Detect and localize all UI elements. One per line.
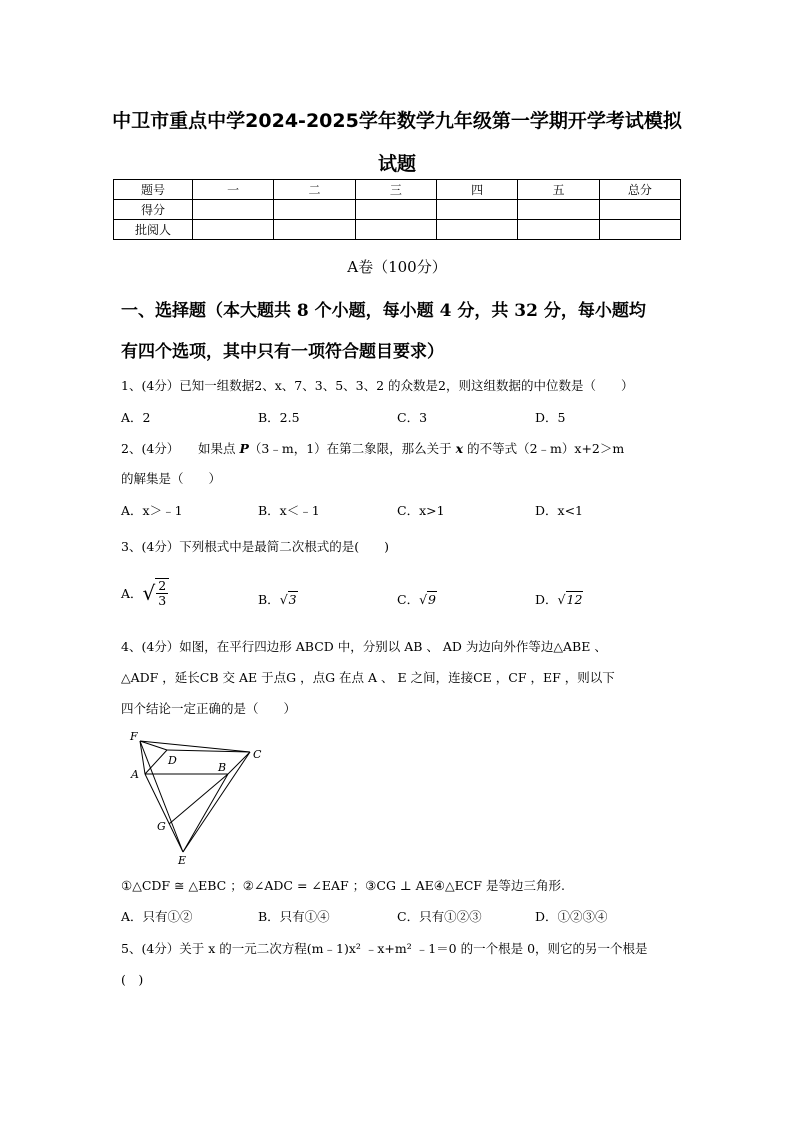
radicand: 12	[566, 592, 583, 607]
label-e: E	[178, 854, 187, 867]
q4-conclusions: ①△CDF ≅ △EBC ；②∠ADC = ∠EAF ；③CG ⊥ AE④△ECF 是等边三角形.	[121, 878, 565, 893]
label-f: F	[130, 730, 138, 743]
header-cell: 四	[436, 180, 517, 200]
q2-option-c[interactable]: C．x>1	[397, 503, 445, 518]
label-b: B	[218, 761, 227, 774]
score-cell[interactable]	[355, 200, 436, 220]
fraction-denominator: 3	[158, 593, 167, 608]
radicand: 3	[288, 592, 297, 607]
radicand: 9	[428, 592, 436, 607]
grader-row-label: 批阅人	[114, 220, 193, 240]
q3-option-a-content	[121, 578, 169, 608]
label-a: A	[131, 768, 139, 781]
score-table	[113, 179, 681, 240]
q3-option-b[interactable]: B．√3	[258, 592, 297, 607]
q2-stem-post: 的不等式（2﹣m）x+2＞m	[463, 441, 625, 456]
grader-cell[interactable]	[274, 220, 355, 240]
score-row-label: 得分	[114, 200, 193, 220]
header-cell: 二	[274, 180, 355, 200]
q4-stem-line3: 四个结论一定正确的是（ ）	[121, 701, 297, 716]
grader-cell[interactable]	[599, 220, 680, 240]
q5-stem-line1: 5、(4分）关于 x 的一元二次方程(m﹣1)x² ﹣x+m² ﹣1＝0 的一个根是 0，则它的另一个根是	[121, 941, 648, 956]
score-cell[interactable]	[274, 200, 355, 220]
q2-stem-mid: （3﹣m，1）在第二象限，那么关于	[248, 441, 456, 456]
label-c: C	[253, 748, 262, 761]
grader-row	[114, 220, 681, 240]
label-g: G	[157, 820, 166, 833]
segment-ae	[145, 774, 183, 852]
q3-option-b-label: B．	[258, 592, 280, 607]
exam-title-line2: 试题	[377, 153, 416, 175]
q5-stem-line2: ( )	[121, 972, 144, 987]
section-a-heading: A卷（100分）	[347, 258, 447, 276]
q2-option-b[interactable]: B．x＜﹣1	[258, 503, 320, 518]
q4-stem-line2: △ADF ，延长CB 交 AE 于点G ，点G 在点 A 、 E 之间，连接CE ，CF ，EF ，则以下	[121, 670, 615, 685]
q2-stem-pre: 2、(4分） 如果点	[121, 441, 240, 456]
score-table-header-row	[114, 180, 681, 200]
q3-option-c[interactable]: C．√9	[397, 592, 436, 607]
segment-bg	[169, 774, 228, 824]
q2-var-x: x	[455, 441, 464, 456]
score-cell[interactable]	[599, 200, 680, 220]
q4-option-a[interactable]: A．只有①②	[121, 909, 193, 924]
q1-option-a[interactable]: A．2	[121, 410, 151, 425]
q3-stem: 3、(4分）下列根式中是最简二次根式的是( )	[121, 539, 390, 554]
q4-option-c[interactable]: C．只有①②③	[397, 909, 482, 924]
segment-ce	[183, 752, 250, 852]
q3-option-a[interactable]	[121, 578, 169, 608]
q3-option-a-label: A．	[121, 586, 143, 601]
score-cell[interactable]	[193, 200, 274, 220]
score-cell[interactable]	[436, 200, 517, 220]
q2-option-d[interactable]: D．x<1	[535, 503, 583, 518]
q4-stem-line1: 4、(4分）如图，在平行四边形 ABCD 中，分别以 AB 、 AD 为边向外作等边△ABE 、	[121, 639, 607, 654]
fraction-numerator: 2	[158, 578, 167, 593]
q2-stem-line2: 的解集是（ ）	[121, 471, 222, 486]
score-cell[interactable]	[518, 200, 599, 220]
q2-stem	[121, 439, 624, 457]
header-cell: 总分	[599, 180, 680, 200]
fraction	[155, 578, 169, 608]
exam-title-line1: 中卫市重点中学2024-2025学年数学九年级第一学期开学考试模拟	[112, 110, 682, 132]
segment-bc	[228, 752, 250, 774]
q4-option-b[interactable]: B．只有①④	[258, 909, 330, 924]
q4-geometry-figure	[125, 728, 275, 868]
part1-heading-line1: 一、选择题（本大题共 8 个小题，每小题 4 分，共 32 分，每小题均	[121, 301, 646, 321]
sqrt-sign: √	[142, 581, 156, 605]
grader-cell[interactable]	[436, 220, 517, 240]
q3-option-c-label: C．	[397, 592, 420, 607]
q1-option-c[interactable]: C．3	[397, 410, 428, 425]
part1-heading-line2: 有四个选项，其中只有一项符合题目要求）	[121, 342, 444, 362]
score-row	[114, 200, 681, 220]
q2-option-a[interactable]: A．x＞﹣1	[121, 503, 183, 518]
grader-cell[interactable]	[193, 220, 274, 240]
q3-option-d-label: D．	[535, 592, 558, 607]
label-d: D	[168, 754, 177, 767]
q1-stem: 1、(4分）已知一组数据2、x、7、3、5、3、2 的众数是2，则这组数据的中位数是（ ）	[121, 378, 634, 393]
segment-fa	[140, 741, 145, 774]
q2-point: P	[239, 441, 249, 456]
header-cell: 题号	[114, 180, 193, 200]
grader-cell[interactable]	[518, 220, 599, 240]
grader-cell[interactable]	[355, 220, 436, 240]
q4-option-d[interactable]: D．①②③④	[535, 909, 608, 924]
segment-be	[183, 774, 228, 852]
header-cell: 五	[518, 180, 599, 200]
q3-option-d[interactable]: D．√12	[535, 592, 583, 607]
header-cell: 一	[193, 180, 274, 200]
q1-option-d[interactable]: D．5	[535, 410, 566, 425]
header-cell: 三	[355, 180, 436, 200]
q1-option-b[interactable]: B．2.5	[258, 410, 300, 425]
